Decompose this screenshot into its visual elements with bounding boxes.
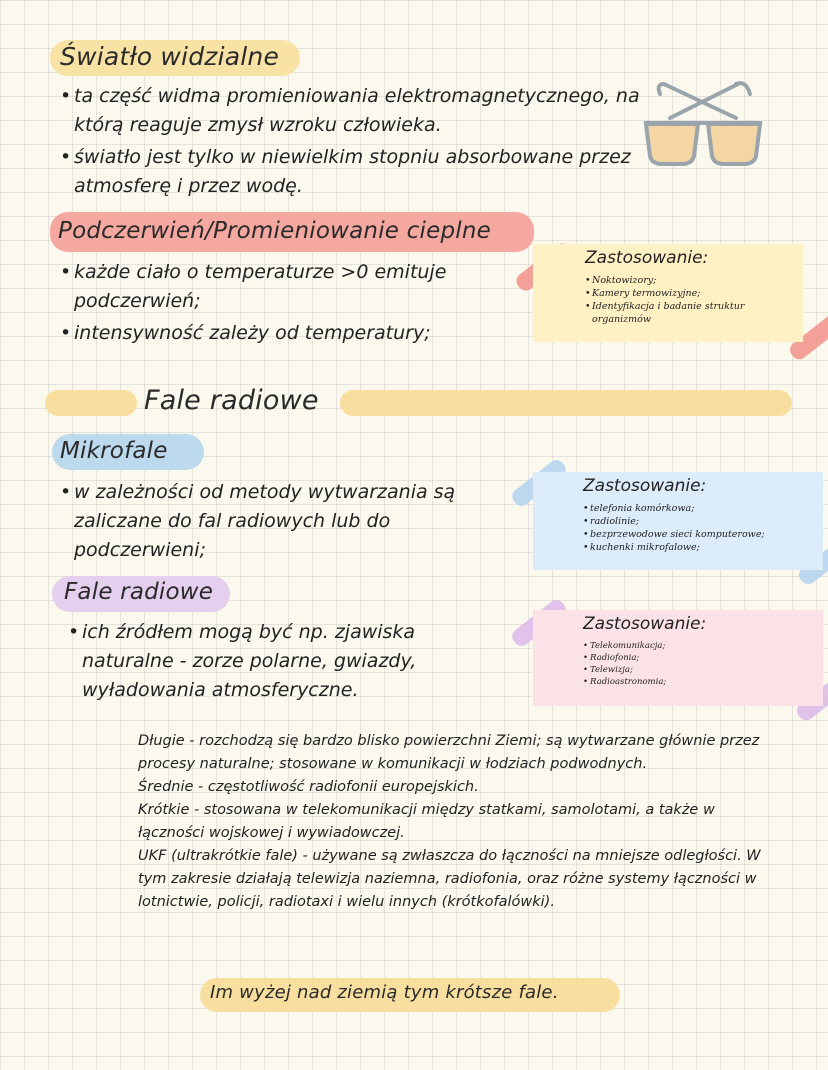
section-title-radio-waves-header: Fale radiowe bbox=[144, 385, 319, 416]
application-title: Zastosowanie: bbox=[583, 476, 707, 496]
application-item: • radiolinie; bbox=[583, 515, 803, 528]
application-item: • Telewizja; bbox=[583, 664, 783, 676]
application-item: • kuchenki mikrofalowe; bbox=[583, 541, 803, 554]
microwaves-bullets bbox=[60, 478, 510, 565]
application-item: • Identyfikacja i badanie struktur organizmów bbox=[585, 300, 785, 326]
highlight-radio-right bbox=[340, 390, 792, 416]
visible-light-bullets bbox=[60, 82, 670, 201]
highlight-radio-left bbox=[45, 390, 137, 416]
bullet-item: • ich źródłem mogą być np. zjawiska naturalne - zorze polarne, gwiazdy, wyładowania atmosferyczne. bbox=[68, 618, 488, 705]
paragraph-ukf-waves: UKF (ultrakrótkie fale) - używane są zwłaszcza do łączności na mniejsze odległości. W tym zakresie działają telewizja naziemna, radiofonia, oraz różne systemy łączności w lotnictwie, policji, radiotaxi i wielu innych (krótkofalówki). bbox=[138, 848, 761, 910]
application-title: Zastosowanie: bbox=[583, 614, 707, 634]
application-list bbox=[585, 274, 785, 326]
glasses-icon bbox=[640, 78, 766, 170]
section-title-microwaves: Mikrofale bbox=[60, 438, 168, 464]
radio-waves-application-note bbox=[533, 610, 823, 706]
bullet-item: • ta część widma promieniowania elektromagnetycznego, na którą reaguje zmysł wzroku człowieka. bbox=[60, 82, 670, 140]
paragraph-medium-waves: Średnie - częstotliwość radiofonii europejskich. bbox=[138, 779, 479, 795]
application-item: • Radioastronomia; bbox=[583, 676, 783, 688]
paragraph-long-waves: Długie - rozchodzą się bardzo blisko powierzchni Ziemi; są wytwarzane głównie przez procesy naturalne; stosowane w komunikacji w łodziach podwodnych. bbox=[138, 733, 760, 772]
infrared-bullets bbox=[60, 258, 490, 348]
application-title: Zastosowanie: bbox=[585, 248, 709, 268]
section-title-visible-light: Światło widzialne bbox=[60, 42, 280, 71]
application-item: • bezprzewodowe sieci komputerowe; bbox=[583, 528, 803, 541]
section-title-infrared: Podczerwień/Promieniowanie cieplne bbox=[58, 218, 491, 244]
bullet-item: • każde ciało o temperaturze >0 emituje podczerwień; bbox=[60, 258, 490, 316]
application-item: • Radiofonia; bbox=[583, 652, 783, 664]
wave-types-description bbox=[138, 730, 778, 914]
bullet-item: • w zależności od metody wytwarzania są zaliczane do fal radiowych lub do podczerwieni; bbox=[60, 478, 510, 565]
application-list bbox=[583, 640, 783, 688]
application-item: • Telekomunikacja; bbox=[583, 640, 783, 652]
application-list bbox=[583, 502, 803, 554]
application-item: • Kamery termowizyjne; bbox=[585, 287, 785, 300]
application-item: • Noktowizory; bbox=[585, 274, 785, 287]
application-item: • telefonia komórkowa; bbox=[583, 502, 803, 515]
infrared-application-note bbox=[533, 244, 803, 342]
paragraph-short-waves: Krótkie - stosowana w telekomunikacji między statkami, samolotami, a także w łączności wojskowej i wywiadowczej. bbox=[138, 802, 715, 841]
footer-conclusion: Im wyżej nad ziemią tym krótsze fale. bbox=[210, 982, 559, 1003]
microwaves-application-note bbox=[533, 472, 823, 570]
bullet-item: • intensywność zależy od temperatury; bbox=[60, 319, 490, 348]
section-title-radio-waves: Fale radiowe bbox=[64, 579, 214, 605]
bullet-item: • światło jest tylko w niewielkim stopniu absorbowane przez atmosferę i przez wodę. bbox=[60, 143, 670, 201]
radio-waves-bullets bbox=[68, 618, 488, 705]
